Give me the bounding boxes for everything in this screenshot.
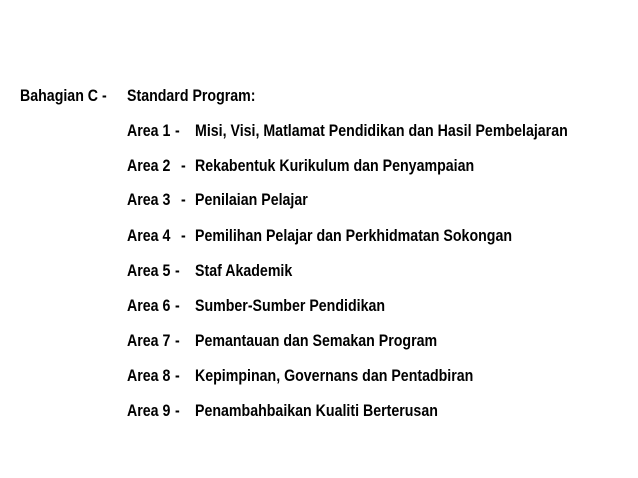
area-separator: - <box>175 402 180 420</box>
area-separator: - <box>175 367 180 385</box>
area-title: Kepimpinan, Governans dan Pentadbiran <box>195 367 474 385</box>
area-title: Pemilihan Pelajar dan Perkhidmatan Sokongan <box>195 227 513 245</box>
area-title: Penilaian Pelajar <box>195 191 308 209</box>
area-label: Area 3 <box>127 191 171 209</box>
area-label: Area 7 <box>127 332 171 350</box>
area-label: Area 2 <box>127 157 171 175</box>
area-separator: - <box>175 262 180 280</box>
area-label: Area 9 <box>127 402 171 420</box>
area-label: Area 1 <box>127 122 171 140</box>
section-heading: Standard Program: <box>127 87 256 105</box>
area-title: Pemantauan dan Semakan Program <box>195 332 438 350</box>
area-separator: - <box>181 227 186 245</box>
area-separator: - <box>175 122 180 140</box>
area-title: Staf Akademik <box>195 262 293 280</box>
area-title: Misi, Visi, Matlamat Pendidikan dan Hasil Pembelajaran <box>195 122 568 140</box>
area-label: Area 6 <box>127 297 171 315</box>
area-title: Penambahbaikan Kualiti Berterusan <box>195 402 438 420</box>
area-separator: - <box>175 297 180 315</box>
area-label: Area 8 <box>127 367 171 385</box>
area-separator: - <box>175 332 180 350</box>
area-label: Area 5 <box>127 262 171 280</box>
area-separator: - <box>181 157 186 175</box>
area-title: Rekabentuk Kurikulum dan Penyampaian <box>195 157 475 175</box>
area-title: Sumber-Sumber Pendidikan <box>195 297 386 315</box>
section-label: Bahagian C - <box>20 87 107 105</box>
area-label: Area 4 <box>127 227 171 245</box>
area-separator: - <box>181 191 186 209</box>
